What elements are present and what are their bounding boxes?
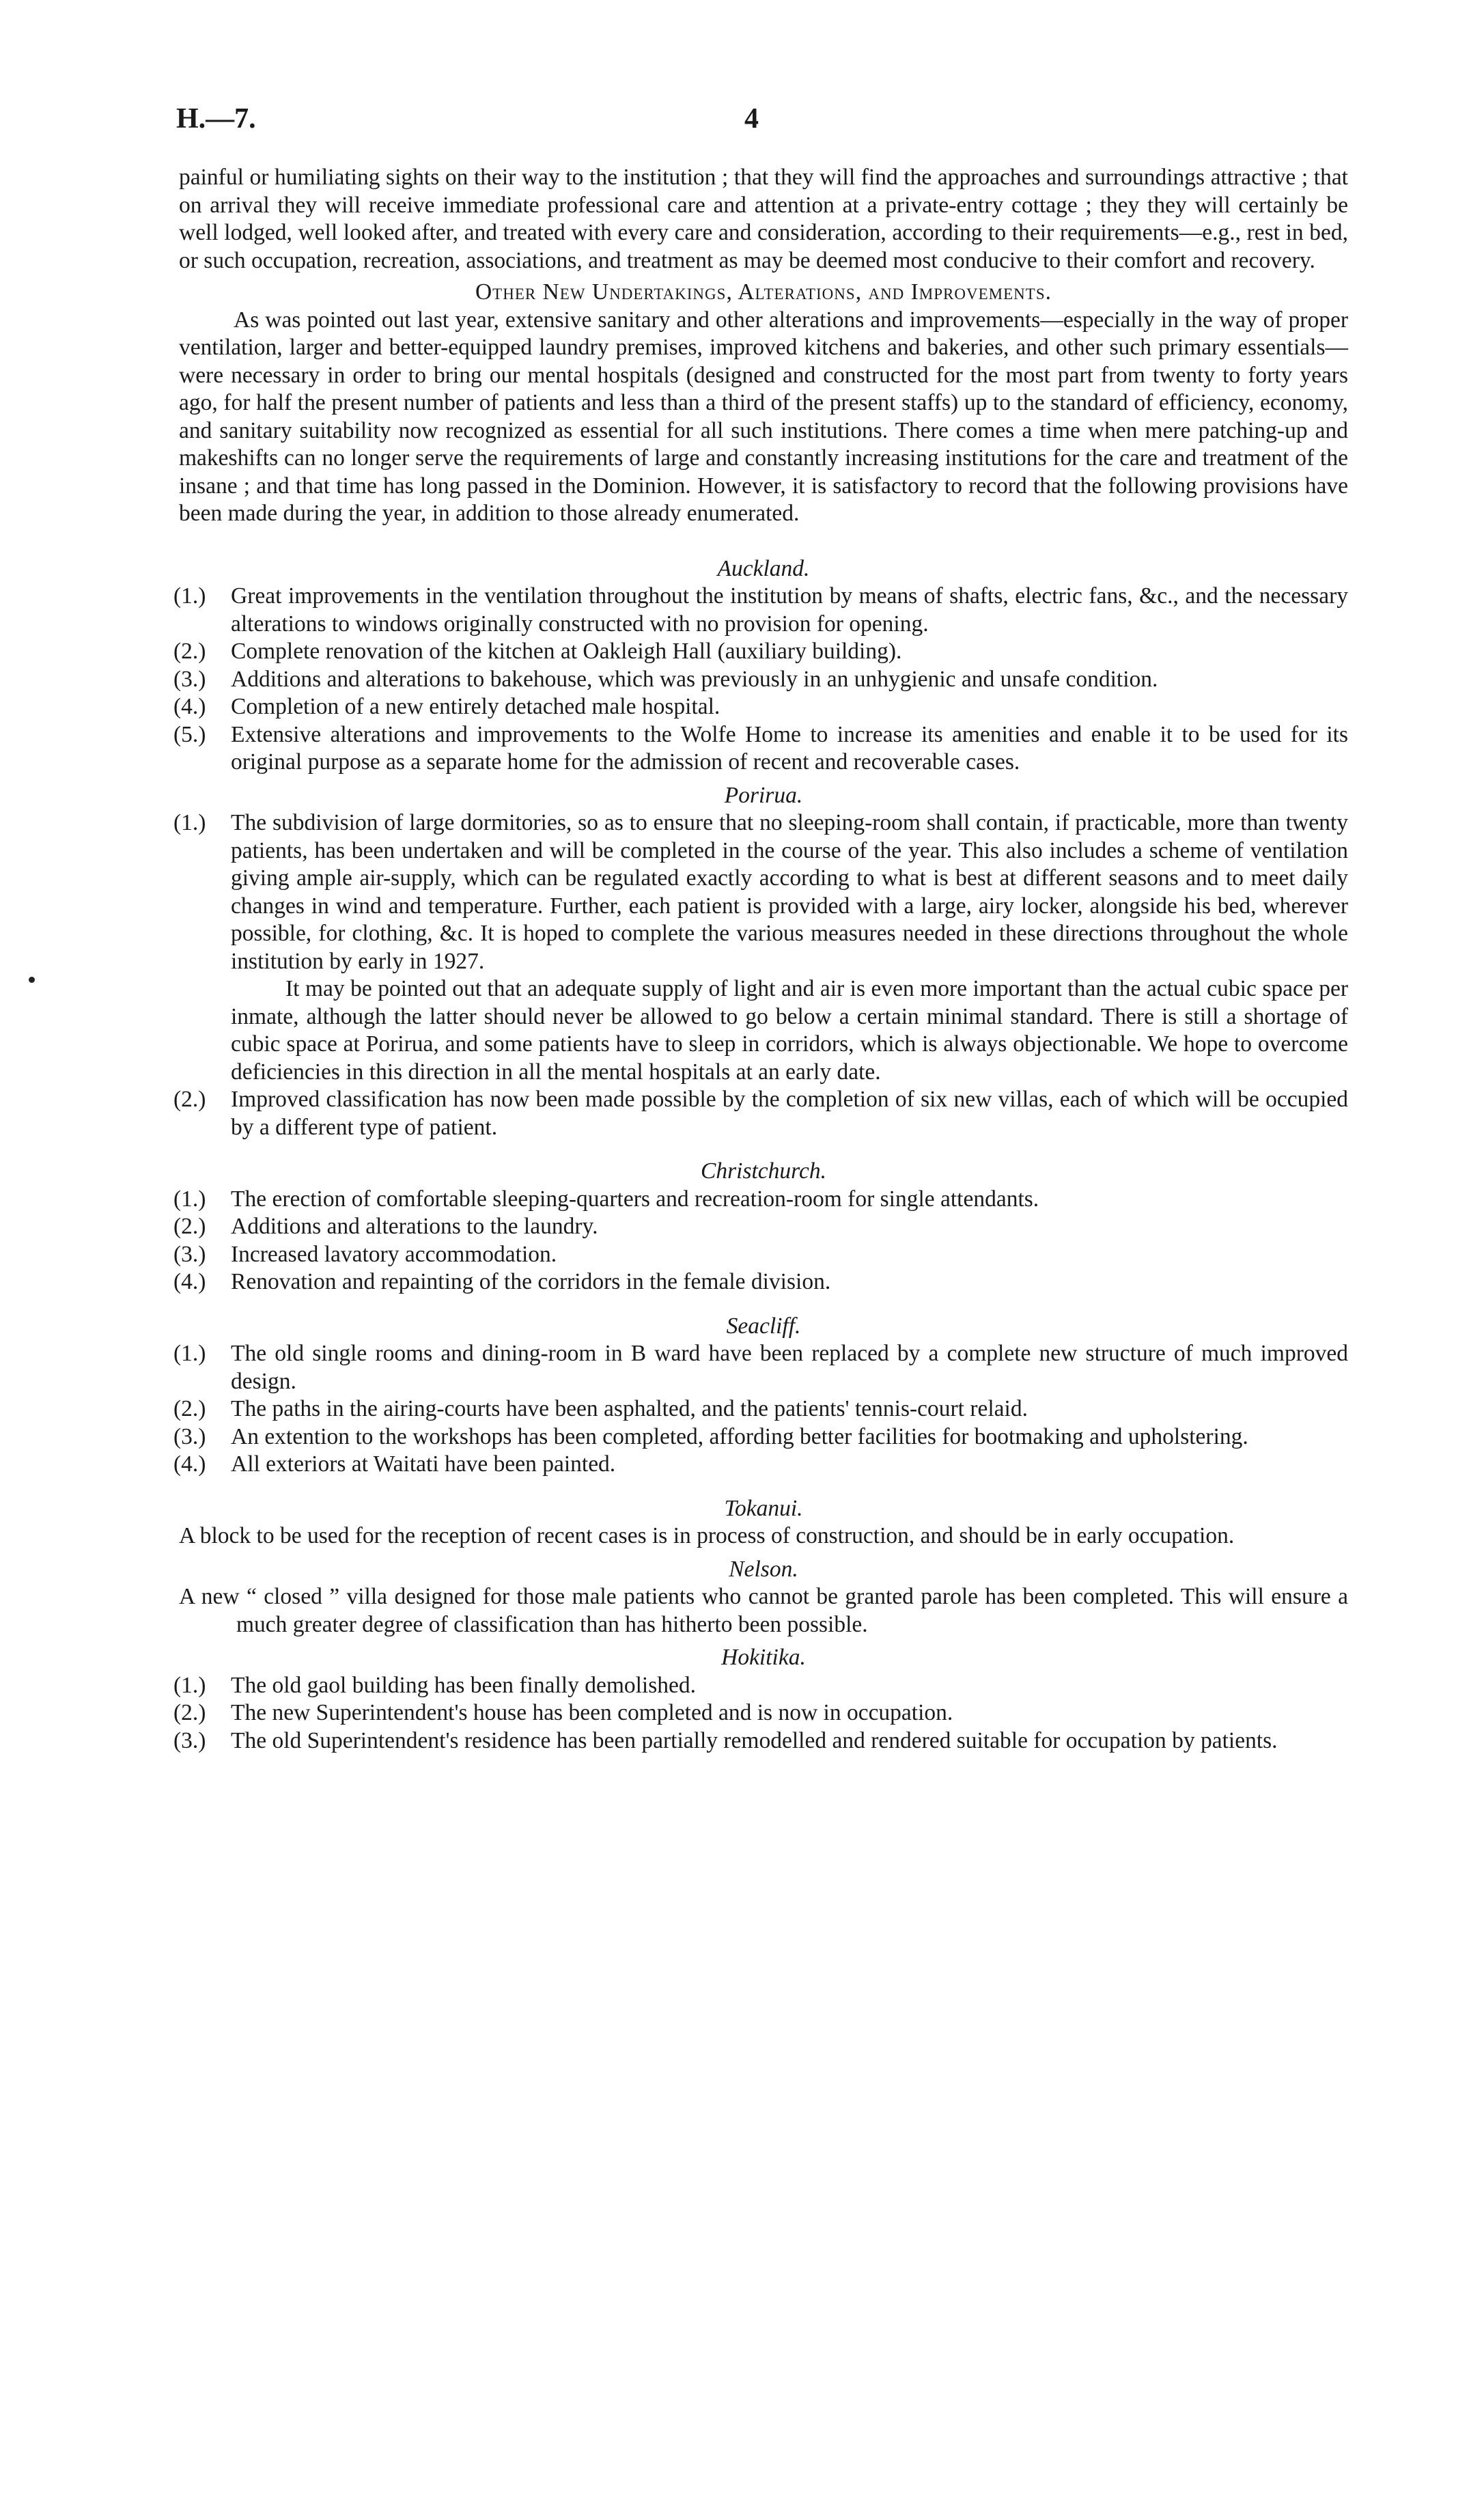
item-text: The old single rooms and dining-room in B ward have been replaced by a complete new structure of much improved design.: [231, 1341, 1348, 1394]
list-item: [173, 1395, 1348, 1423]
item-number: (1.): [173, 1341, 206, 1366]
item-text: The erection of comfortable sleeping-quarters and recreation-room for single attendants.: [231, 1186, 1039, 1212]
item-number: (3.): [173, 1241, 206, 1267]
intro-paragraph: painful or humiliating sights on their way to the institution ; that they will find the approaches and surroundings attractive ; that on arrival they will receive immediate professional care and attention at a private-entry cottage ; they they will certainly be well lodged, well looked after, and treated with every care and consideration, according to their requirements—e.g., rest in bed, or such occupation, recreation, associations, and treatment as may be deemed most conducive to their comfort and recovery.: [179, 165, 1348, 273]
item-number: (1.): [173, 1186, 206, 1212]
auckland-heading: Auckland.: [717, 555, 810, 581]
margin-dot: [29, 977, 35, 983]
item-text: Completion of a new entirely detached male hospital.: [231, 694, 720, 719]
item-number: (4.): [173, 694, 206, 719]
auckland-section: [173, 555, 1348, 777]
item-number: (2.): [173, 1396, 206, 1421]
item-text: The new Superintendent's house has been completed and is now in occupation.: [231, 1700, 953, 1725]
item-text: Improved classification has now been made possible by the completion of six new villas, each of which will be occupied by a different type of patient.: [231, 1087, 1348, 1140]
list-item: [173, 1086, 1348, 1141]
item-text: Additions and alterations to bakehouse, which was previously in an unhygienic and unsafe condition.: [231, 666, 1158, 692]
lead-paragraph: As was pointed out last year, extensive sanitary and other alterations and improvements—especially in the way of proper ventilation, larger and better-equipped laundry premises, improved kitchens and bakeries, and other such primary essentials—were necessary in order to bring our mental hospitals (designed and constructed for the most part from twenty to forty years ago, for half the present number of patients and less than a third of the present staffs) up to the standard of efficiency, economy, and sanitary suitability now recognized as essential for all such institutions. There comes a time when mere patching-up and makeshifts can no longer serve the requirements of large and constantly increasing institutions for the care and treatment of the insane ; and that time has long passed in the Dominion. However, it is satisfactory to record that the following provisions have been made during the year, in addition to those already enumerated.: [179, 307, 1348, 526]
item-text: Renovation and repainting of the corridors in the female division.: [231, 1269, 831, 1294]
item-text: Increased lavatory accommodation.: [231, 1241, 557, 1267]
item-number: (3.): [173, 666, 206, 692]
list-item: [173, 1672, 1348, 1700]
item-number: (2.): [173, 1087, 206, 1112]
list-item: [173, 1727, 1348, 1755]
item-continuation: It may be pointed out that an adequate supply of light and air is even more important than the actual cubic space per inmate, although the latter should never be allowed to go below a certain minimal standard. There is still a shortage of cubic space at Porirua, and some patients have to sleep in corridors, which is always objectionable. We hope to overcome deficiencies in this direction in all the mental hospitals at an early date.: [231, 976, 1348, 1085]
item-number: (1.): [173, 1672, 206, 1698]
list-item: [173, 721, 1348, 777]
item-number: (4.): [173, 1451, 206, 1477]
porirua-section: [173, 782, 1348, 1142]
porirua-heading: Porirua.: [724, 782, 803, 808]
list-item: [173, 1423, 1348, 1451]
list-item: [173, 638, 1348, 666]
tokanui-text: A block to be used for the reception of recent cases is in process of construction, and should be in early occupation.: [179, 1523, 1235, 1548]
nelson-heading: Nelson.: [729, 1556, 798, 1582]
christchurch-heading: Christchurch.: [701, 1158, 826, 1184]
item-number: (1.): [173, 810, 206, 835]
item-number: (5.): [173, 721, 206, 747]
item-text: The old Superintendent's residence has been partially remodelled and rendered suitable for occupation by patients.: [231, 1727, 1278, 1753]
hokitika-section: [173, 1644, 1348, 1755]
item-text: The old gaol building has been finally demolished.: [231, 1672, 697, 1698]
list-item: [173, 1213, 1348, 1241]
item-number: (4.): [173, 1269, 206, 1294]
item-number: (2.): [173, 1214, 206, 1239]
list-item: [173, 1241, 1348, 1269]
hokitika-heading: Hokitika.: [721, 1645, 806, 1670]
document-reference: H.—7.: [176, 103, 256, 135]
list-item: [173, 1451, 1348, 1479]
seacliff-heading: Seacliff.: [726, 1313, 801, 1339]
item-number: (1.): [173, 583, 206, 609]
page-body: [173, 164, 1348, 1755]
item-text: Complete renovation of the kitchen at Oakleigh Hall (auxiliary building).: [231, 639, 902, 664]
item-body: [231, 809, 1348, 1086]
item-number: (2.): [173, 639, 206, 664]
page-number: 4: [744, 103, 759, 135]
list-item: [173, 1186, 1348, 1214]
item-text: An extention to the workshops has been completed, affording better facilities for bootmaking and upholstering.: [231, 1423, 1248, 1449]
list-item: [173, 693, 1348, 721]
item-text: All exteriors at Waitati have been painted.: [231, 1451, 616, 1477]
item-text: Additions and alterations to the laundry.: [231, 1214, 598, 1239]
list-item: [173, 1699, 1348, 1727]
item-text: Great improvements in the ventilation throughout the institution by means of shafts, electric fans, &c., and the necessary alterations to windows originally constructed with no provision for opening.: [231, 583, 1348, 637]
page-header: [176, 102, 1347, 143]
tokanui-heading: Tokanui.: [724, 1495, 803, 1521]
item-number: (3.): [173, 1727, 206, 1753]
seacliff-section: [173, 1313, 1348, 1479]
nelson-section: [179, 1556, 1348, 1639]
list-item: [173, 666, 1348, 694]
nelson-text: A new “ closed ” villa designed for those male patients who cannot be granted parole has been completed. This will ensure a much greater degree of classification than has hitherto been possible.: [179, 1584, 1348, 1637]
item-text: Extensive alterations and improvements to the Wolfe Home to increase its amenities and enable it to be used for its original purpose as a separate home for the admission of recent and recoverable cases.: [231, 721, 1348, 775]
tokanui-section: [179, 1495, 1348, 1550]
item-number: (2.): [173, 1700, 206, 1725]
list-item: [173, 583, 1348, 638]
item-text: The paths in the airing-courts have been asphalted, and the patients' tennis-court relaid.: [231, 1396, 1028, 1421]
list-item: [173, 809, 1348, 1086]
list-item: [173, 1340, 1348, 1395]
list-item: [173, 1268, 1348, 1296]
section-title: Other New Undertakings, Alterations, and Improvements.: [475, 279, 1052, 305]
christchurch-section: [173, 1158, 1348, 1296]
item-text: The subdivision of large dormitories, so as to ensure that no sleeping-room shall contain, if practicable, more than twenty patients, has been undertaken and will be completed in the course of the year. This also includes a scheme of ventilation giving ample air-supply, which can be regulated exactly according to what is best at different seasons and to meet daily changes in wind and temperature. Further, each patient is provided with a large, airy locker, alongside his bed, wherever possible, for clothing, &c. It is hoped to complete the various measures needed in these directions throughout the whole institution by early in 1927.: [231, 810, 1348, 974]
item-number: (3.): [173, 1423, 206, 1449]
